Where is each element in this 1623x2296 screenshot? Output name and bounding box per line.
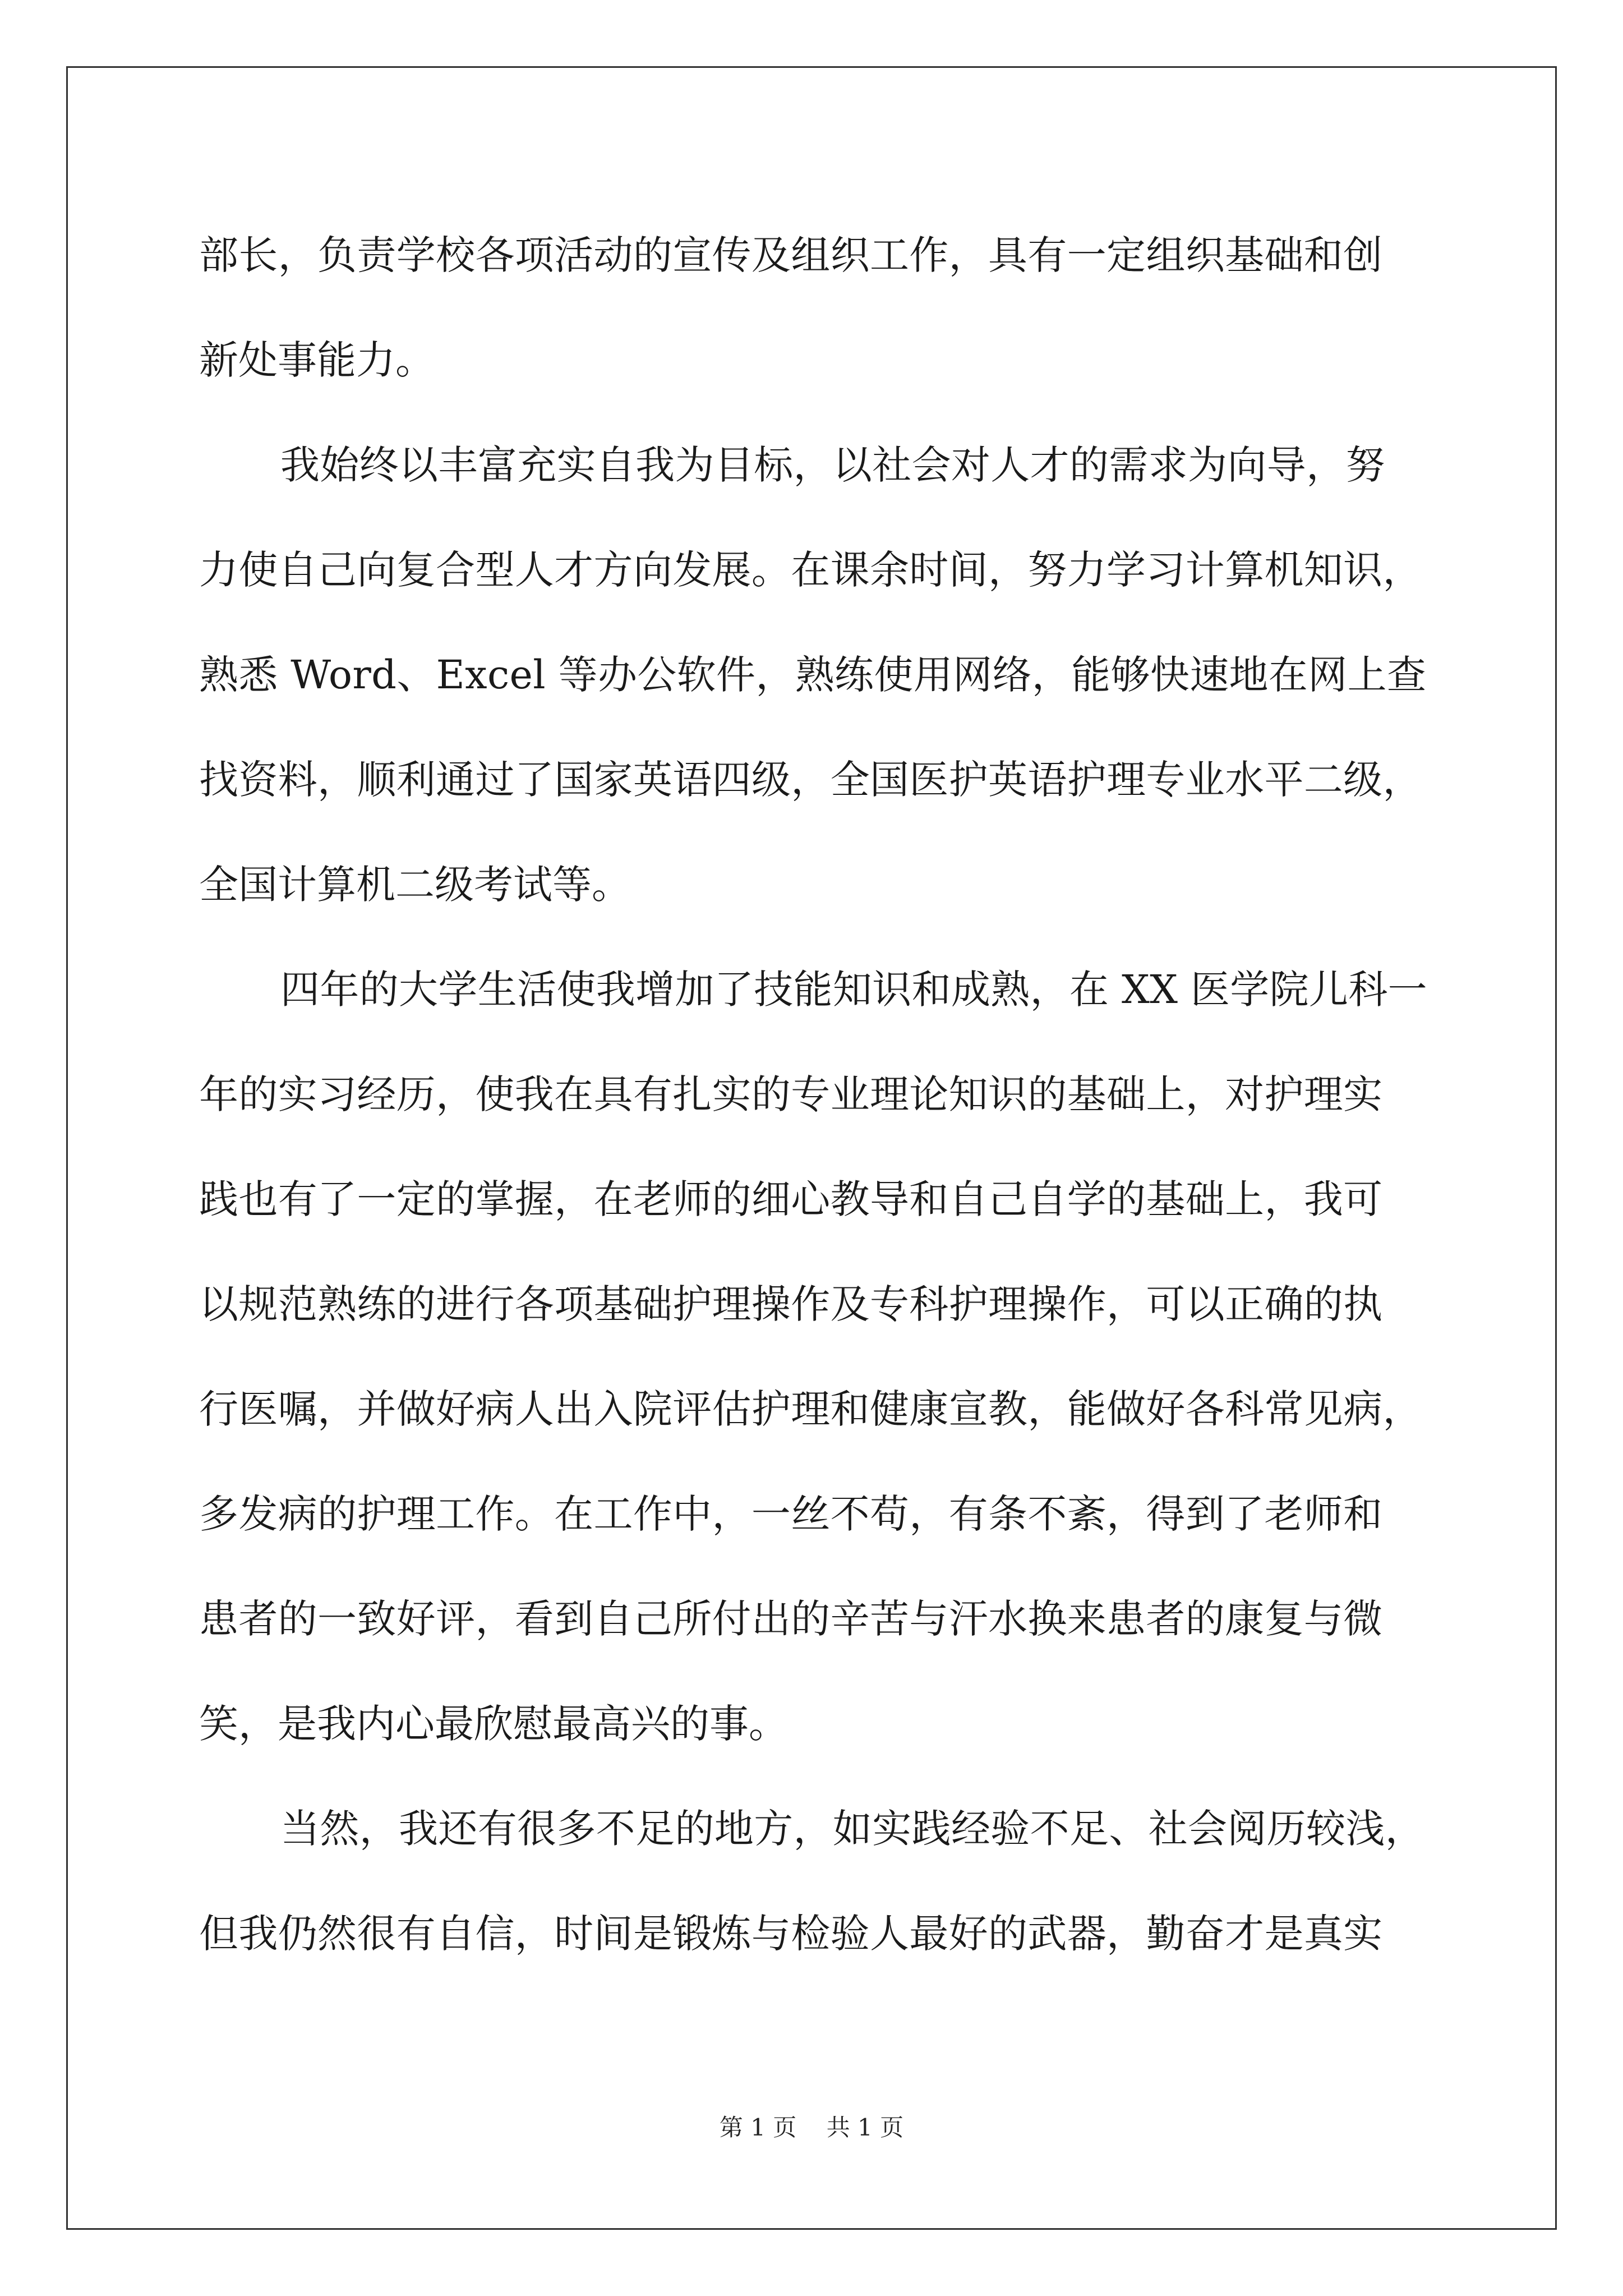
text-line: 力使自己向复合型人才方向发展。在课余时间，努力学习计算机知识， xyxy=(199,547,1422,593)
text-line: 当然，我还有很多不足的地方，如实践经验不足、社会阅历较浅， xyxy=(280,1806,1425,1852)
text-line: 部长，负责学校各项活动的宣传及组织工作，具有一定组织基础和创 xyxy=(199,232,1383,278)
text-line: 践也有了一定的掌握，在老师的细心教导和自己自学的基础上，我可 xyxy=(199,1176,1383,1222)
text-line: 患者的一致好评，看到自己所付出的辛苦与汗水换来患者的康复与微 xyxy=(199,1596,1383,1642)
text-line: 但我仍然很有自信，时间是锻炼与检验人最好的武器，勤奋才是真实 xyxy=(199,1911,1383,1957)
text-line: 多发病的护理工作。在工作中，一丝不苟，有条不紊，得到了老师和 xyxy=(199,1491,1383,1537)
page-number-footer: 第 1 页 共 1 页 xyxy=(719,2114,904,2141)
text-line: 找资料，顺利通过了国家英语四级，全国医护英语护理专业水平二级， xyxy=(199,757,1422,803)
text-line: 熟悉 Word、Excel 等办公软件，熟练使用网络，能够快速地在网上查 xyxy=(199,652,1427,698)
text-line: 全国计算机二级考试等。 xyxy=(199,862,631,908)
text-line: 我始终以丰富充实自我为目标，以社会对人才的需求为向导，努 xyxy=(280,442,1385,488)
text-line: 四年的大学生活使我增加了技能知识和成熟，在 XX 医学院儿科一 xyxy=(280,967,1428,1013)
text-line: 以规范熟练的进行各项基础护理操作及专科护理操作，可以正确的执 xyxy=(199,1281,1383,1327)
text-line: 新处事能力。 xyxy=(199,337,435,383)
document-body xyxy=(199,210,1427,1994)
text-line: 行医嘱，并做好病人出入院评估护理和健康宣教，能做好各科常见病， xyxy=(199,1386,1422,1432)
text-line: 年的实习经历，使我在具有扎实的专业理论知识的基础上，对护理实 xyxy=(199,1071,1383,1117)
text-line: 笑，是我内心最欣慰最高兴的事。 xyxy=(199,1701,788,1747)
